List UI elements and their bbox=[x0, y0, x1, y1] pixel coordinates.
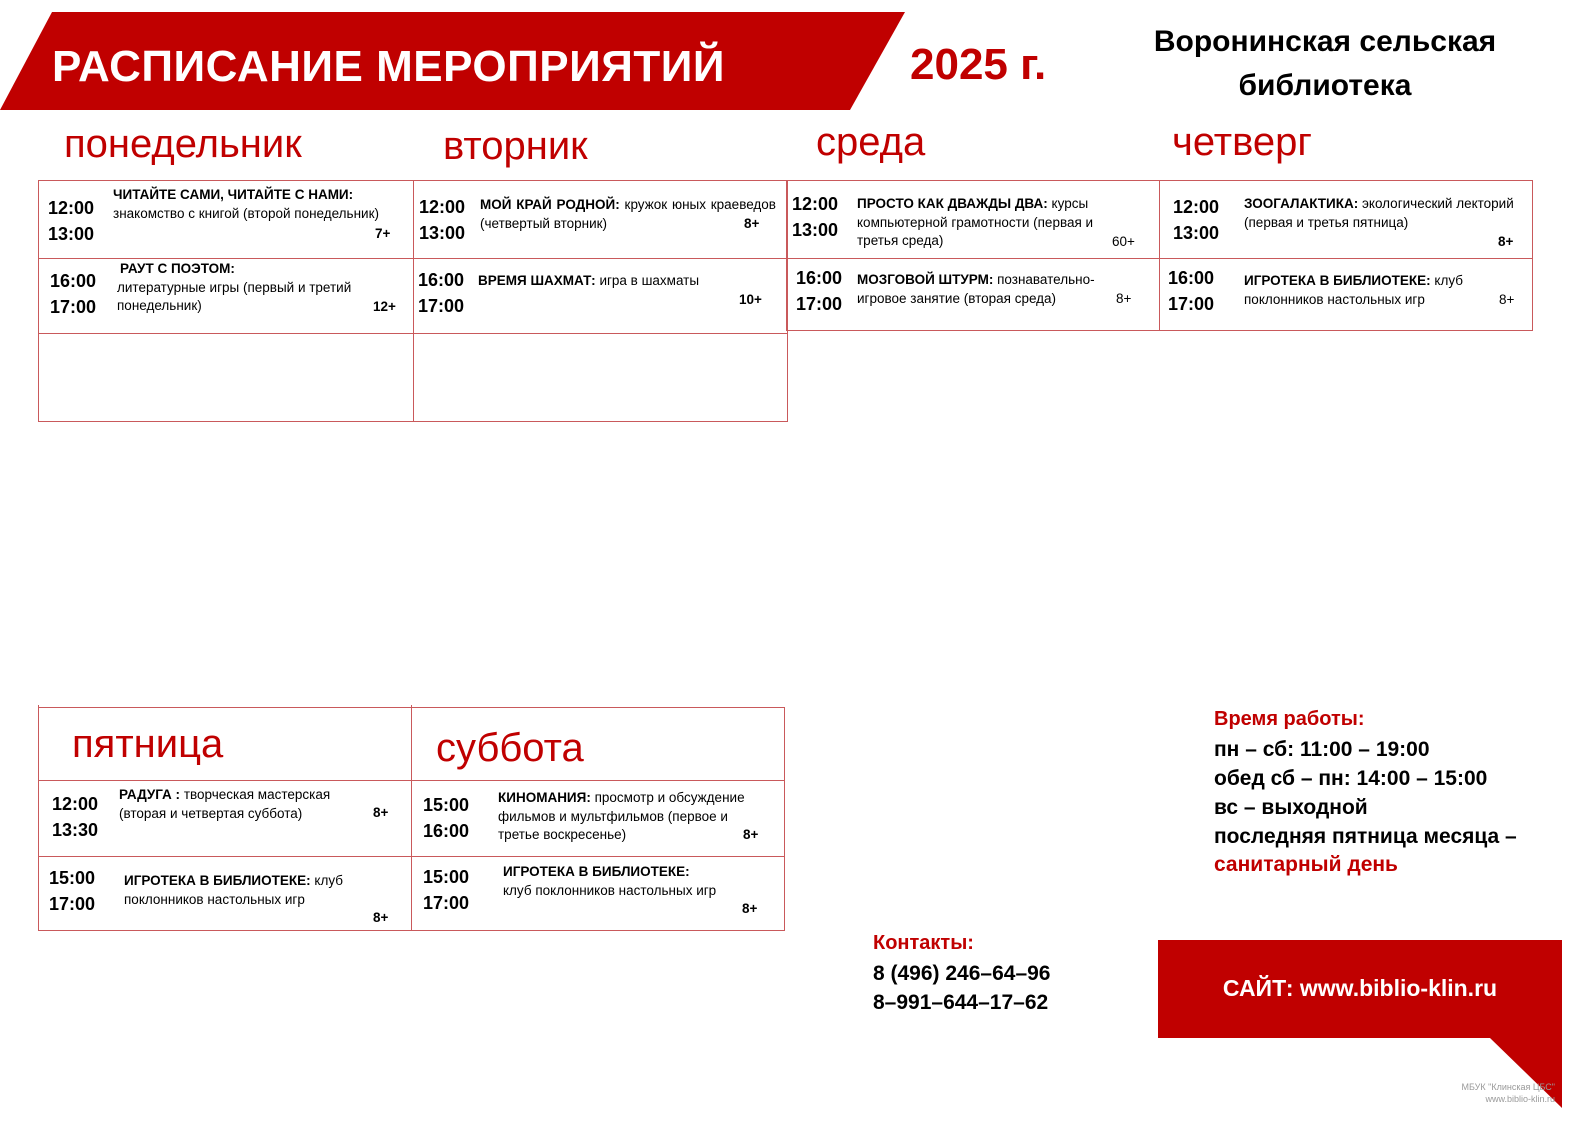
event-title: РАУТ С ПОЭТОМ: bbox=[120, 261, 235, 276]
event-text: экологический лекторий (первая и третья пятница) bbox=[1244, 196, 1514, 230]
library-name-line2: библиотека bbox=[1238, 69, 1412, 102]
event-text: литературные игры (первый и третий понедельник) bbox=[117, 279, 352, 313]
age-rating: 8+ bbox=[1498, 234, 1514, 249]
event-title: РАДУГА : bbox=[119, 787, 181, 802]
event-description bbox=[1244, 272, 1484, 309]
age-rating: 7+ bbox=[375, 226, 391, 241]
event-title: ЧИТАЙТЕ САМИ, ЧИТАЙТЕ С НАМИ: bbox=[113, 187, 354, 202]
day-heading-thursday: четверг bbox=[1172, 120, 1312, 164]
event-time: 12:00 13:00 bbox=[792, 194, 839, 240]
grid-divider bbox=[1159, 180, 1160, 331]
event-title: КИНОМАНИЯ: bbox=[498, 790, 591, 805]
age-rating: 8+ bbox=[1499, 292, 1515, 307]
event-description bbox=[117, 260, 377, 316]
event-time: 12:00 13:30 bbox=[52, 794, 99, 840]
library-name bbox=[1110, 20, 1540, 108]
event-text: познавательно-игровое занятие (вторая среда) bbox=[857, 272, 1095, 306]
event-title: МОЙ КРАЙ РОДНОЙ: bbox=[480, 197, 620, 212]
event-time: 12:00 13:00 bbox=[48, 198, 95, 244]
event-time: 16:00 17:00 bbox=[1168, 268, 1215, 314]
event-time: 16:00 17:00 bbox=[418, 270, 465, 316]
event-description bbox=[857, 271, 1112, 308]
hours-line: последняя пятница месяца – bbox=[1214, 825, 1517, 848]
age-rating: 8+ bbox=[1116, 291, 1132, 306]
event-title: ПРОСТО КАК ДВАЖДЫ ДВА: bbox=[857, 196, 1048, 211]
age-rating: 10+ bbox=[739, 292, 762, 307]
hours-title: Время работы: bbox=[1214, 708, 1365, 730]
grid-divider bbox=[38, 333, 788, 334]
grid-divider bbox=[411, 705, 412, 931]
grid-divider bbox=[413, 180, 414, 422]
event-text: клуб поклонников настольных игр bbox=[124, 873, 343, 907]
event-text: просмотр и обсуждение фильмов и мультфильмов (первое и третье воскресенье) bbox=[498, 790, 745, 842]
hours-line: вс – выходной bbox=[1214, 796, 1368, 819]
event-description bbox=[480, 196, 776, 233]
event-description bbox=[478, 272, 758, 291]
event-title: ИГРОТЕКА В БИБЛИОТЕКЕ: bbox=[503, 864, 690, 879]
event-text: курсы компьютерной грамотности (первая и третья среда) bbox=[857, 196, 1094, 248]
event-text: клуб поклонников настольных игр bbox=[503, 882, 717, 898]
age-rating: 12+ bbox=[373, 299, 396, 314]
event-description bbox=[1244, 195, 1514, 232]
grid-divider bbox=[38, 258, 788, 259]
site-link[interactable]: САЙТ: www.biblio-klin.ru bbox=[1222, 975, 1498, 1001]
event-time: 16:00 17:00 bbox=[50, 271, 97, 317]
event-text: клуб поклонников настольных игр bbox=[1244, 273, 1463, 307]
age-rating: 8+ bbox=[743, 827, 759, 842]
event-time: 15:00 16:00 bbox=[423, 795, 470, 841]
phone-number: 8–991–644–17–62 bbox=[873, 991, 1049, 1014]
event-title: ИГРОТЕКА В БИБЛИОТЕКЕ: bbox=[1244, 273, 1431, 288]
age-rating: 60+ bbox=[1112, 234, 1135, 249]
page-title: РАСПИСАНИЕ МЕРОПРИЯТИЙ bbox=[52, 42, 725, 91]
event-title: ВРЕМЯ ШАХМАТ: bbox=[478, 273, 596, 288]
event-title: ИГРОТЕКА В БИБЛИОТЕКЕ: bbox=[124, 873, 311, 888]
footer-line2: www.biblio-klin.ru bbox=[1485, 1094, 1555, 1104]
event-description bbox=[113, 186, 403, 223]
age-rating: 8+ bbox=[373, 910, 389, 925]
event-description bbox=[498, 789, 768, 845]
event-title: ЗООГАЛАКТИКА: bbox=[1244, 196, 1359, 211]
contacts-title: Контакты: bbox=[873, 932, 974, 954]
library-name-line1: Воронинская сельская bbox=[1153, 25, 1497, 58]
phone-number: 8 (496) 246–64–96 bbox=[873, 962, 1051, 985]
event-time: 12:00 13:00 bbox=[419, 197, 466, 243]
event-description bbox=[124, 872, 354, 909]
grid-divider bbox=[786, 258, 1533, 259]
event-text: творческая мастерская (вторая и четвертая суббота) bbox=[119, 787, 331, 821]
footer-watermark bbox=[1380, 1081, 1555, 1105]
event-time: 15:00 17:00 bbox=[49, 868, 96, 914]
day-heading-monday: понедельник bbox=[64, 122, 302, 166]
hours-line: пн – сб: 11:00 – 19:00 bbox=[1214, 738, 1430, 761]
grid-divider bbox=[38, 856, 785, 857]
grid-divider bbox=[38, 705, 39, 931]
event-description bbox=[857, 195, 1119, 251]
day-heading-friday: пятница bbox=[72, 722, 224, 766]
event-text: знакомство с книгой (второй понедельник) bbox=[113, 205, 379, 221]
event-description bbox=[119, 786, 369, 823]
event-time: 15:00 17:00 bbox=[423, 867, 470, 913]
event-text: кружок юных краеведов (четвертый вторник) bbox=[480, 197, 776, 231]
day-heading-wednesday: среда bbox=[816, 120, 926, 164]
age-rating: 8+ bbox=[744, 216, 760, 231]
day-heading-saturday: суббота bbox=[436, 726, 584, 770]
event-text: игра в шахматы bbox=[599, 273, 700, 288]
year-label: 2025 г. bbox=[910, 40, 1047, 89]
sanitary-day-note: санитарный день bbox=[1214, 853, 1398, 876]
footer-line1: МБУК "Клинская ЦБС" bbox=[1461, 1082, 1555, 1092]
event-time: 16:00 17:00 bbox=[796, 268, 843, 314]
grid-divider bbox=[38, 780, 785, 781]
event-time: 12:00 13:00 bbox=[1173, 197, 1220, 243]
age-rating: 8+ bbox=[373, 805, 389, 820]
day-heading-tuesday: вторник bbox=[443, 124, 588, 168]
event-description bbox=[503, 863, 753, 900]
hours-line: обед сб – пн: 14:00 – 15:00 bbox=[1214, 767, 1488, 790]
event-title: МОЗГОВОЙ ШТУРМ: bbox=[857, 272, 994, 287]
age-rating: 8+ bbox=[742, 901, 758, 916]
